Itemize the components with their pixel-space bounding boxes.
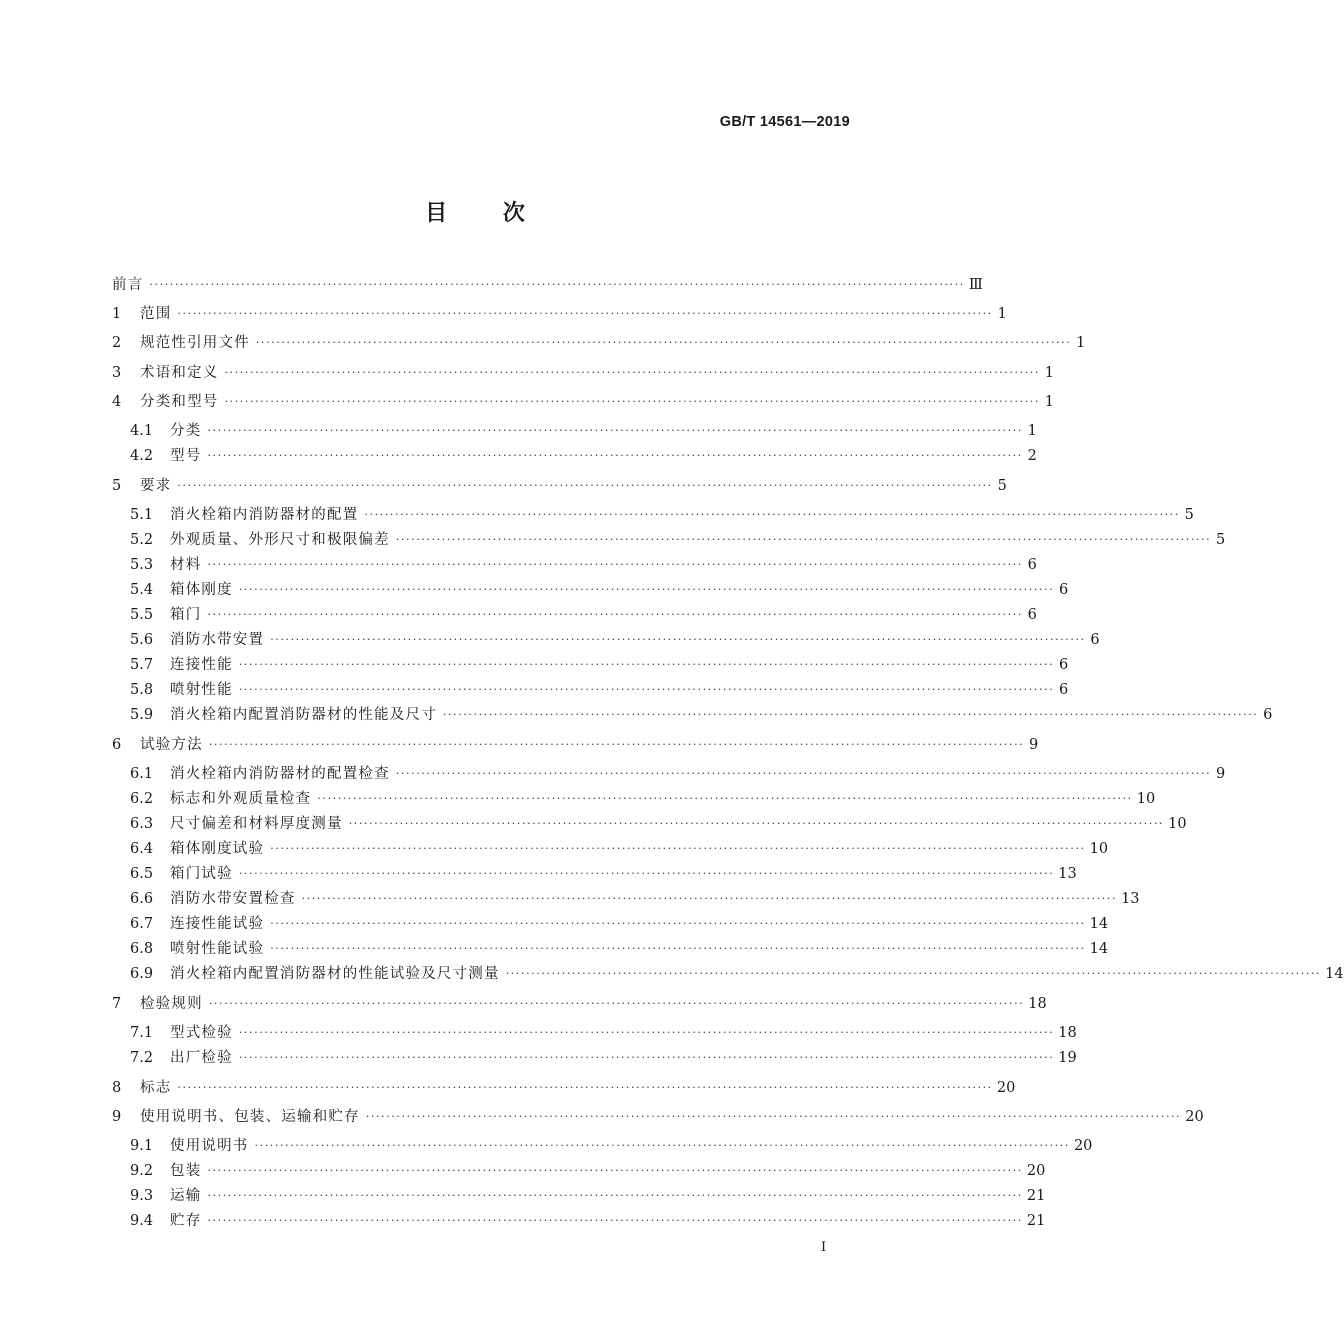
- toc-entry[interactable]: [130, 939, 1109, 959]
- toc-entry[interactable]: [112, 994, 1047, 1014]
- toc-leader-dots: ································································································································································: [270, 942, 1086, 955]
- toc-entry[interactable]: [112, 363, 1054, 383]
- toc-entry-page: 1: [1044, 394, 1054, 410]
- toc-entry-number: 8: [112, 1080, 122, 1096]
- toc-entry-number: 7: [112, 996, 122, 1012]
- toc-entry[interactable]: [130, 1211, 1046, 1231]
- toc-entry-page: 9: [1029, 737, 1039, 753]
- toc-entry[interactable]: [130, 1023, 1077, 1043]
- toc-entry-page: 6: [1059, 582, 1069, 598]
- toc-leader-dots: ································································································································································: [207, 608, 1023, 621]
- toc-entry-number: 6.2: [130, 791, 154, 807]
- toc-entry-page: 20: [1026, 1163, 1046, 1179]
- toc-entry-page: 10: [1089, 841, 1109, 857]
- toc-entry-number: 6.4: [130, 841, 154, 857]
- toc-entry[interactable]: [130, 914, 1109, 934]
- toc-entry-title: 术语和定义: [140, 365, 219, 381]
- toc-entry-number: 6.9: [130, 966, 154, 982]
- toc-entry-page: 1: [1044, 365, 1054, 381]
- toc-leader-dots: ································································································································································: [207, 558, 1023, 571]
- toc-entry[interactable]: [112, 1107, 1204, 1127]
- toc-entry-page: 1: [997, 306, 1007, 322]
- toc-entry[interactable]: [112, 392, 1054, 412]
- toc-entry-number: 6.8: [130, 941, 154, 957]
- toc-entry-page: 10: [1136, 791, 1156, 807]
- toc-entry-number: 9.2: [130, 1163, 154, 1179]
- toc-entry[interactable]: [130, 1186, 1046, 1206]
- toc-entry-page: 19: [1058, 1050, 1077, 1066]
- toc-entry-number: 5.2: [130, 532, 154, 548]
- toc-entry-title: 试验方法: [140, 737, 203, 753]
- toc-title: 目 次: [425, 201, 525, 226]
- toc-entry-number: 9.3: [130, 1188, 154, 1204]
- toc-entry[interactable]: [130, 630, 1100, 650]
- toc-entry-title: 消防水带安置检查: [170, 891, 296, 907]
- toc-leader-dots: ································································································································································: [208, 997, 1025, 1010]
- toc-leader-dots: ································································································································································: [177, 307, 993, 320]
- toc-leader-dots: ································································································································································: [208, 738, 1025, 751]
- toc-entry[interactable]: [130, 446, 1037, 466]
- standard-code: GB/T 14561—2019: [719, 114, 850, 130]
- toc-entry-page: 1: [1027, 423, 1037, 439]
- toc-entry[interactable]: [130, 964, 1344, 984]
- toc-entry-page: 14: [1089, 916, 1109, 932]
- toc-entry-title: 箱门试验: [170, 866, 233, 882]
- toc-entry-title: 消火栓箱内消防器材的配置检查: [170, 766, 390, 782]
- toc-leader-dots: ································································································································································: [224, 366, 1040, 379]
- toc-entry-number: 1: [112, 306, 122, 322]
- toc-entry-page: 10: [1168, 816, 1187, 832]
- toc-entry-title: 标志和外观质量检查: [170, 791, 312, 807]
- toc-entry-title: 箱门: [170, 607, 202, 623]
- toc-entry-number: 3: [112, 365, 122, 381]
- toc-entry-number: 6: [112, 737, 122, 753]
- toc-entry-title: 要求: [140, 478, 172, 494]
- toc-entry-number: 5.8: [130, 682, 154, 698]
- toc-leader-dots: ································································································································································: [177, 1081, 993, 1094]
- page-folio: I: [821, 1240, 827, 1255]
- toc-entry-title: 包装: [170, 1163, 202, 1179]
- toc-entry-page: 18: [1058, 1025, 1077, 1041]
- toc-entry-number: 9.4: [130, 1213, 154, 1229]
- toc-entry-title: 消防水带安置: [170, 632, 265, 648]
- toc-entry[interactable]: [130, 605, 1037, 625]
- toc-leader-dots: ································································································································································: [238, 1051, 1055, 1064]
- toc-entry-title: 规范性引用文件: [140, 335, 250, 351]
- toc-entry-number: 6.7: [130, 916, 154, 932]
- toc-entry-title: 消火栓箱内消防器材的配置: [170, 507, 359, 523]
- toc-entry[interactable]: [112, 333, 1086, 353]
- toc-entry-page: 5: [997, 478, 1007, 494]
- toc-entry-page: 14: [1089, 941, 1109, 957]
- toc-entry[interactable]: [130, 530, 1226, 550]
- toc-entry-page: 2: [1027, 448, 1037, 464]
- toc-entry-page: 6: [1059, 682, 1069, 698]
- toc-entry[interactable]: [112, 304, 1007, 324]
- toc-leader-dots: ································································································································································: [224, 395, 1040, 408]
- toc-entry-page: 20: [1073, 1138, 1093, 1154]
- toc-leader-dots: ································································································································································: [207, 449, 1023, 462]
- toc-leader-dots: ································································································································································: [238, 683, 1055, 696]
- toc-leader-dots: ································································································································································: [317, 792, 1133, 805]
- toc-entry[interactable]: [130, 580, 1069, 600]
- toc-leader-dots: ································································································································································: [442, 708, 1259, 721]
- toc-entry-number: 4.2: [130, 448, 154, 464]
- toc-entry-title: 消火栓箱内配置消防器材的性能及尺寸: [170, 707, 437, 723]
- toc-entry-number: 5.1: [130, 507, 154, 523]
- toc-leader-dots: ································································································································································: [505, 967, 1322, 980]
- toc-entry-title: 前言: [112, 277, 144, 293]
- toc-leader-dots: ································································································································································: [238, 1026, 1055, 1039]
- toc-entry-page: 21: [1026, 1188, 1046, 1204]
- toc-entry-title: 标志: [140, 1080, 172, 1096]
- toc-entry[interactable]: [112, 476, 1007, 496]
- toc-entry[interactable]: [130, 789, 1156, 809]
- toc-leader-dots: ································································································································································: [254, 1139, 1070, 1152]
- toc-leader-dots: ································································································································································: [348, 817, 1165, 830]
- toc-entry-number: 5.6: [130, 632, 154, 648]
- toc-entry-title: 分类和型号: [140, 394, 219, 410]
- toc-entry-title: 喷射性能: [170, 682, 233, 698]
- toc-entry-page: 20: [996, 1080, 1016, 1096]
- toc-entry-page: 1: [1076, 335, 1086, 351]
- toc-entry-title: 喷射性能试验: [170, 941, 265, 957]
- toc-entry-title: 检验规则: [140, 996, 203, 1012]
- toc-leader-dots: ································································································································································: [270, 633, 1086, 646]
- toc-entry-number: 5: [112, 478, 122, 494]
- toc-entry[interactable]: [112, 735, 1039, 755]
- toc-entry[interactable]: [112, 275, 983, 295]
- toc-entry-page: Ⅲ: [968, 277, 983, 293]
- toc-entry-number: 9.1: [130, 1138, 154, 1154]
- toc-entry-title: 尺寸偏差和材料厚度测量: [170, 816, 343, 832]
- toc-leader-dots: ································································································································································: [365, 1110, 1182, 1123]
- toc-leader-dots: ································································································································································: [238, 583, 1055, 596]
- toc-entry-page: 6: [1090, 632, 1100, 648]
- toc-entry-number: 6.1: [130, 766, 154, 782]
- toc-entry-title: 范围: [140, 306, 172, 322]
- toc-entry-page: 5: [1216, 532, 1226, 548]
- toc-leader-dots: ································································································································································: [238, 658, 1055, 671]
- toc-entry[interactable]: [130, 1136, 1093, 1156]
- toc-entry-number: 6.3: [130, 816, 154, 832]
- toc-leader-dots: ································································································································································: [395, 767, 1212, 780]
- toc-entry[interactable]: [130, 421, 1037, 441]
- toc-entry[interactable]: [112, 1078, 1016, 1098]
- toc-entry-number: 5.7: [130, 657, 154, 673]
- toc-leader-dots: ································································································································································: [301, 892, 1118, 905]
- toc-entry[interactable]: [130, 814, 1187, 834]
- toc-entry-number: 7.2: [130, 1050, 154, 1066]
- toc-entry-page: 6: [1027, 607, 1037, 623]
- toc-entry-page: 21: [1026, 1213, 1046, 1229]
- toc-entry-title: 使用说明书、包装、运输和贮存: [140, 1109, 360, 1125]
- toc-entry-title: 贮存: [170, 1213, 202, 1229]
- toc-entry-title: 连接性能试验: [170, 916, 265, 932]
- toc-entry-title: 型号: [170, 448, 202, 464]
- toc-leader-dots: ································································································································································: [207, 1164, 1023, 1177]
- toc-entry-title: 使用说明书: [170, 1138, 249, 1154]
- toc-entry-number: 9: [112, 1109, 122, 1125]
- toc-entry[interactable]: [130, 505, 1194, 525]
- toc-leader-dots: ································································································································································: [207, 424, 1023, 437]
- toc-entry[interactable]: [130, 555, 1037, 575]
- toc-entry[interactable]: [130, 680, 1069, 700]
- toc-entry-page: 9: [1216, 766, 1226, 782]
- toc-leader-dots: ································································································································································: [149, 278, 965, 291]
- toc-leader-dots: ································································································································································: [238, 867, 1055, 880]
- toc-leader-dots: ································································································································································: [207, 1189, 1023, 1202]
- toc-entry-page: 13: [1121, 891, 1140, 907]
- toc-entry[interactable]: [130, 764, 1226, 784]
- toc-entry-title: 箱体刚度试验: [170, 841, 265, 857]
- toc-entry-number: 7.1: [130, 1025, 154, 1041]
- toc-entry-title: 分类: [170, 423, 202, 439]
- toc-entry-title: 消火栓箱内配置消防器材的性能试验及尺寸测量: [170, 966, 500, 982]
- toc-entry[interactable]: [130, 864, 1077, 884]
- toc-entry-number: 6.6: [130, 891, 154, 907]
- toc-entry[interactable]: [130, 889, 1140, 909]
- toc-entry-number: 4: [112, 394, 122, 410]
- toc-entry-number: 4.1: [130, 423, 154, 439]
- toc-entry-number: 5.5: [130, 607, 154, 623]
- toc-leader-dots: ································································································································································: [177, 479, 993, 492]
- toc-leader-dots: ································································································································································: [270, 917, 1086, 930]
- toc-entry[interactable]: [130, 1161, 1046, 1181]
- toc-leader-dots: ································································································································································: [255, 336, 1072, 349]
- toc-entry-number: 5.9: [130, 707, 154, 723]
- toc-entry-page: 5: [1184, 507, 1194, 523]
- toc-entry-page: 6: [1027, 557, 1037, 573]
- toc-entry-title: 外观质量、外形尺寸和极限偏差: [170, 532, 390, 548]
- toc-entry-title: 型式检验: [170, 1025, 233, 1041]
- toc-entry-page: 18: [1028, 996, 1047, 1012]
- toc-leader-dots: ································································································································································: [395, 533, 1212, 546]
- toc-leader-dots: ································································································································································: [364, 508, 1180, 521]
- toc-leader-dots: ································································································································································: [207, 1214, 1023, 1227]
- toc-entry[interactable]: [130, 1048, 1077, 1068]
- toc-entry-number: 2: [112, 335, 122, 351]
- toc-entry[interactable]: [130, 839, 1109, 859]
- toc-entry-title: 连接性能: [170, 657, 233, 673]
- toc-entry-title: 出厂检验: [170, 1050, 233, 1066]
- toc-entry-title: 箱体刚度: [170, 582, 233, 598]
- toc-entry[interactable]: [130, 705, 1273, 725]
- toc-entry-number: 5.4: [130, 582, 154, 598]
- toc-entry-title: 材料: [170, 557, 202, 573]
- toc-leader-dots: ································································································································································: [270, 842, 1086, 855]
- toc-entry-page: 13: [1058, 866, 1077, 882]
- toc-entry-number: 6.5: [130, 866, 154, 882]
- toc-entry[interactable]: [130, 655, 1069, 675]
- toc-entry-number: 5.3: [130, 557, 154, 573]
- toc-entry-page: 20: [1185, 1109, 1204, 1125]
- toc-entry-page: 14: [1325, 966, 1344, 982]
- toc-entry-page: 6: [1263, 707, 1273, 723]
- toc-entry-page: 6: [1059, 657, 1069, 673]
- toc-entry-title: 运输: [170, 1188, 202, 1204]
